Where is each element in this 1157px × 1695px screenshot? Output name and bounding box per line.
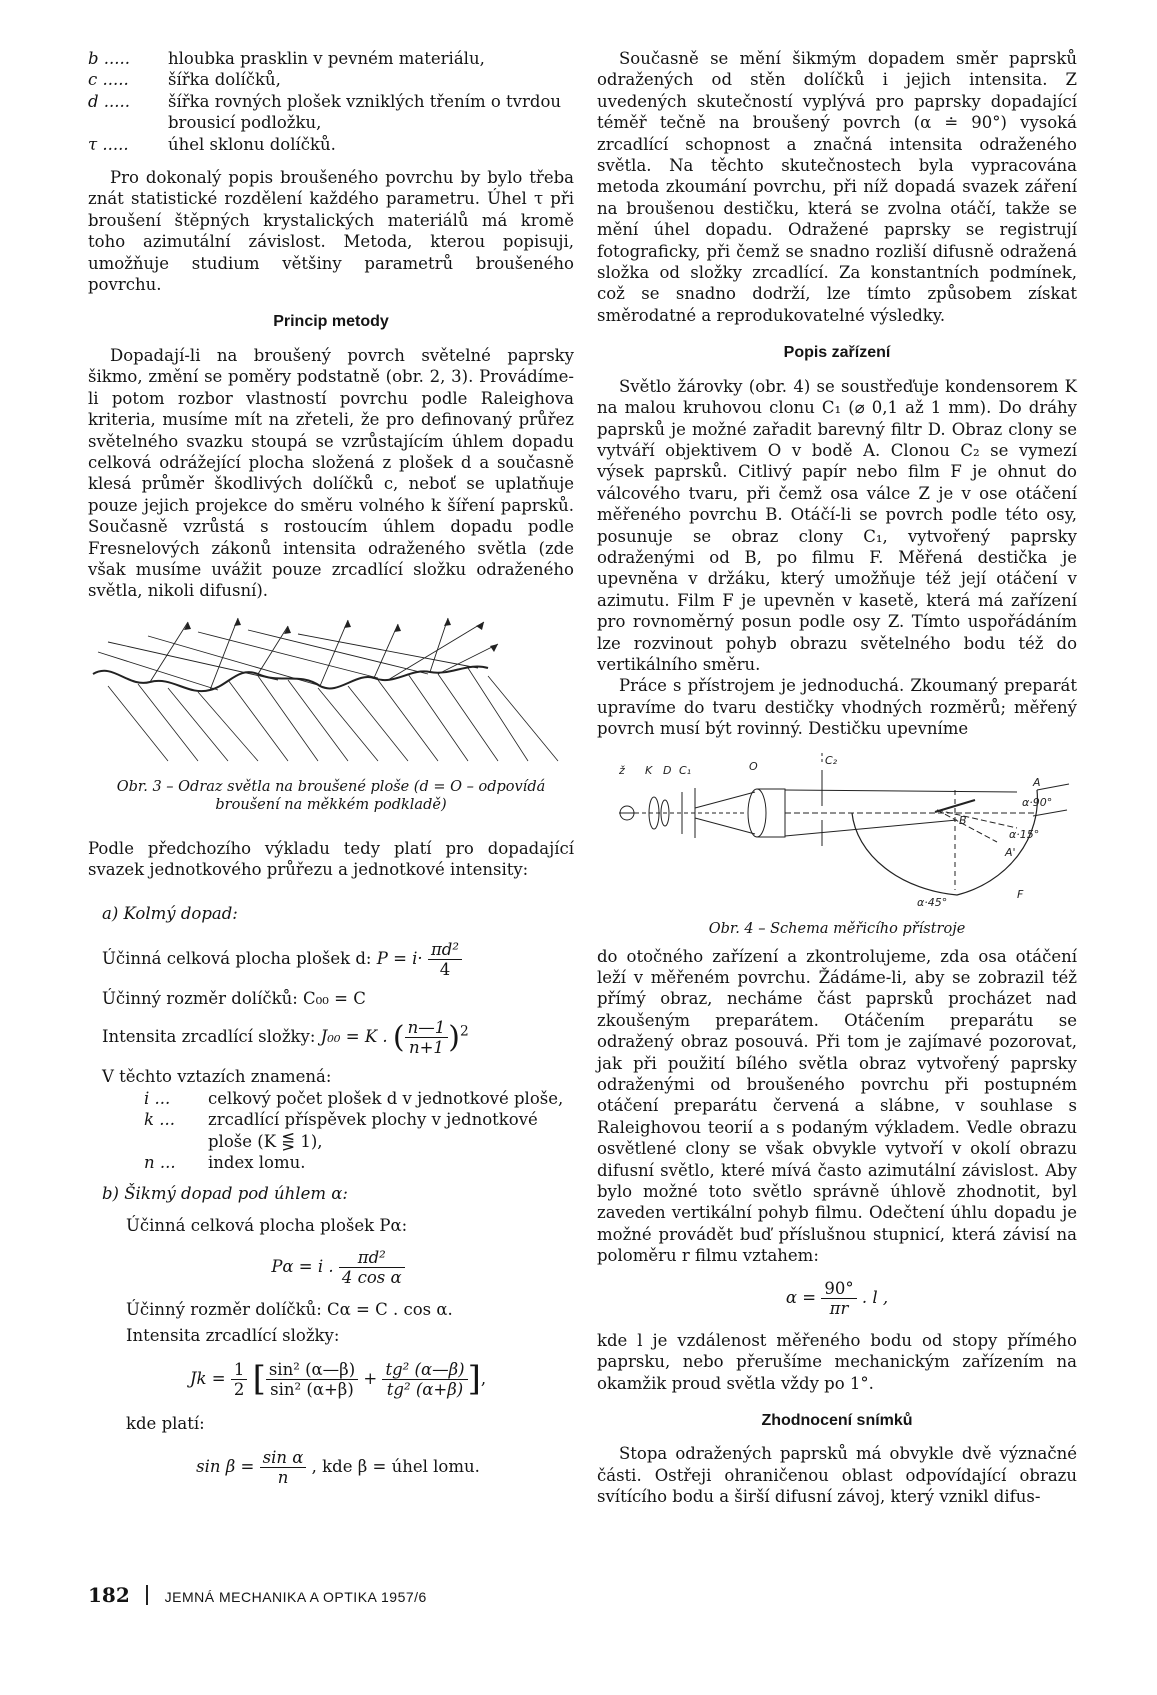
figure-4-drawing bbox=[597, 750, 1077, 920]
paragraph: kde l je vzdálenost měřeného bodu od stopy přímého paprsku, nebo přerušíme mechanickým zařízením na okamžik proud světla vždy po 1°. bbox=[597, 1330, 1077, 1393]
definition-c: c ..... šířka dolíčků, bbox=[88, 70, 281, 90]
fig4-label-k: K bbox=[645, 763, 653, 777]
page-footer bbox=[88, 1583, 427, 1607]
paragraph: Podle předchozího výkladu tedy platí pro dopadající svazek jednotkového průřezu a jednotkové intensity: bbox=[88, 838, 574, 880]
equation-a2: Účinný rozměr dolíčků: C₀₀ = C bbox=[102, 988, 366, 1008]
footer-divider bbox=[146, 1585, 148, 1605]
definition-tau: τ ..... úhel sklonu dolíčků. bbox=[88, 134, 336, 154]
paragraph: Dopadají-li na broušený povrch světelné paprsky šikmo, změní se poměry podstatně (obr. 2, 3). Provádíme-li potom rozbor vlastností povrchu podle Raleighova kriteria, musíme mít na zřeteli, že pro definovaný průřez světelného svazku stoupá se vzrůstajícím úhlem dopadu celková odrážející plocha složená z plošek d a současně klesá průměr škodlivých dolíčků c, neboť se uplatňuje pouze jejich projekce do směru volného k šíření paprsků. Současně vzrůstá s rostoucím úhlem dopadu podle Fresnelových zákonů intensita odraženého světla (zde však musíme uvážit pouze zrcadlící složku odraženého světla, nikoli difusní). bbox=[88, 345, 574, 601]
paragraph: Práce s přístrojem je jednoduchá. Zkoumaný preparát upravíme do tvaru destičky vhodných rozměrů; měřený povrch musí být rovinný. Destičku upevníme bbox=[597, 676, 1077, 739]
case-a-label: a) Kolmý dopad: bbox=[102, 903, 238, 923]
legend-intro: V těchto vztazích znamená: bbox=[102, 1067, 332, 1087]
fig4-label-d: D bbox=[663, 763, 672, 777]
equation-b2: Účinný rozměr dolíčků: Cα = C . cos α. bbox=[126, 1300, 453, 1320]
fig4-label-f: F bbox=[1017, 887, 1024, 901]
equation-alpha: α = $\frac{90^\circ}{\pi r}$ . l , bbox=[785, 1278, 889, 1318]
case-b bbox=[88, 1183, 574, 1487]
equation-a1: Účinná celková plocha plošek d: P = i· $\frac{\text{πd²}}{4}$ bbox=[102, 940, 574, 979]
fig4-label-o: O bbox=[749, 759, 758, 773]
equation-b1: Pα = i . $\frac{\text{πd²}}{\text{4 cos α}}$ bbox=[102, 1248, 574, 1287]
fig4-label-c2: C₂ bbox=[825, 753, 838, 767]
fig4-label-a-prime: A' bbox=[1005, 845, 1016, 859]
equation-b3-text: Intensita zrcadlící složky: bbox=[126, 1325, 340, 1345]
fig4-label-c1: C₁ bbox=[679, 763, 692, 777]
figure-3-drawing bbox=[88, 616, 574, 764]
legend-item-i: i ... celkový počet plošek d v jednotkové ploše, bbox=[144, 1088, 564, 1108]
where-label: kde platí: bbox=[126, 1414, 205, 1434]
right-column bbox=[597, 48, 1077, 1508]
page-number: 182 bbox=[88, 1583, 130, 1607]
fig4-angle-45: α·45° bbox=[917, 895, 948, 909]
section-heading: Popis zařízení bbox=[783, 344, 891, 362]
fig4-label-a: A bbox=[1033, 775, 1041, 789]
legend-item-k: k ... zrcadlící příspěvek plochy v jednotkové ploše (K ⋚ 1), bbox=[144, 1110, 538, 1151]
paragraph: Světlo žárovky (obr. 4) se soustřeďuje kondensorem K na malou kruhovou clonu C₁ (⌀ 0,1 až 1 mm). Do dráhy paprsků je možné zařadit barevný filtr D. Obraz clony se vytváří objektivem O v bodě A. Clonou C₂ se vymezí výsek paprsků. Citlivý papír nebo film F je ohnut do válcového tvaru, při čemž osa válce Z je v ose otáčení měřeného povrchu B. Otáčí-li se povrch podle této osy, posunuje se obraz clony C₁, vytvořený paprsky odraženými od B, po filmu F. Měřená destička je upevněna v držáku, který umožňuje též její otáčení v azimutu. Film F je upevněn v kasetě, která má zařízení pro rovnoměrný posun podle osy Z. Tímto uspořádáním lze rozvinout pohyb obrazu světelného bodu též do vertikálního směru. bbox=[597, 376, 1077, 674]
equation-b1-text: Účinná celková plocha plošek Pα: bbox=[126, 1215, 408, 1235]
equation-b4: sin β = $\frac{\text{sin α}}{n}$ , kde β = úhel lomu. bbox=[196, 1448, 480, 1488]
fig4-label-b: B bbox=[959, 813, 967, 827]
legend-item-n: n ... index lomu. bbox=[144, 1153, 306, 1172]
definitions-list bbox=[88, 48, 574, 155]
paragraph: Současně se mění šikmým dopadem směr paprsků odražených od stěn dolíčků i jejich intensita. Z uvedených skutečností vyplývá pro paprsky dopadající téměř tečně na broušený povrch (α ≐ 90°) vysoká zrcadlící schopnost a značná intensita odraženého světla. Na těchto skutečnostech byla vypracována metoda zkoumání povrchu, při níž dopadá svazek záření na broušenou destičku, která se zvolna otáčí, takže se mění úhel dopadu. Odražené paprsky se registrují fotograficky, při čemž se snadno rozliší difusně odražená složka od složky zrcadlící. Za konstantních podmínek, což se snadno dodrží, lze tímto způsobem získat směrodatné a reprodukovatelné výsledky. bbox=[597, 49, 1077, 325]
paragraph: Pro dokonalý popis broušeného povrchu by bylo třeba znát statistické rozdělení každého parametru. Úhel τ při broušení štěpných krystalických materiálů má kromě toho azimutální závislost. Metoda, kterou popisuji, umožňuje studium většiny parametrů broušeného povrchu. bbox=[88, 168, 574, 295]
left-column bbox=[88, 48, 574, 1499]
fig4-label-z: ž bbox=[619, 763, 625, 777]
section-heading: Princip metody bbox=[273, 313, 389, 331]
equation-a3: Intensita zrcadlící složky: J₀₀ = K . ( $\frac{n—1}{n+1}$ )$^2$ bbox=[102, 1018, 469, 1058]
case-a bbox=[88, 903, 574, 1174]
figure-4 bbox=[597, 750, 1077, 938]
fig4-angle-15: α·15° bbox=[1009, 827, 1040, 841]
definition-b: b ..... hloubka prasklin v pevném materiálu, bbox=[88, 49, 485, 68]
journal-name: JEMNÁ MECHANIKA A OPTIKA 1957/6 bbox=[164, 1589, 427, 1605]
section-heading: Zhodnocení snímků bbox=[761, 1411, 913, 1429]
case-b-label: b) Šikmý dopad pod úhlem α: bbox=[102, 1184, 348, 1204]
definition-d: d ..... šířka rovných plošek vzniklých třením o tvrdou brousicí podložku, bbox=[88, 91, 562, 133]
paragraph: do otočného zařízení a zkontrolujeme, zda osa otáčení leží v měřeném povrchu. Žádáme-li, aby se zobrazil též přímý obraz, necháme část paprsků procházet nad zkoušeným preparátem. Otáčením preparátu se odražený obraz posouvá. Při tom je zajímavé pozorovat, jak při použití bílého světla obraz vytvořený paprsky odraženými od broušeného povrchu při postupném otáčení preparátu červená a slábne, v souhlase s Raleighovou teorií a s podaným výkladem. Vedle obrazu osvětlené clony se však obvykle vytvoří v okolí obrazu difusní světlo, které mívá často azimutální závislost. Aby bylo možné toto světlo správně úhlově zhodnotit, byl zaveden vertikální pohyb filmu. Odečtení úhlu dopadu je možné provádět buď příslušnou stupnicí, která závisí na poloměru r filmu vztahem: bbox=[597, 946, 1077, 1266]
figure-4-caption: Obr. 4 – Schema měřicího přístroje bbox=[708, 920, 966, 937]
figure-3-caption: Obr. 3 – Odraz světla na broušené ploše (d = O – odpovídá broušení na měkkém podkladě) bbox=[116, 778, 546, 813]
figure-3 bbox=[88, 616, 574, 814]
equation-b3: Jk = $\frac{1}{2}$ [ $\frac{\text{sin² (α—β)}}{\text{sin² (α+β)}}$ + $\frac{\text{tg² (α—β)}}{\text{tg² (α+β)}}$ ], bbox=[189, 1358, 487, 1400]
paragraph: Stopa odražených paprsků má obvykle dvě význačné části. Ostřeji ohraničenou oblast odpovídající obrazu svítícího bodu a širší difusní závoj, který vznikl difus- bbox=[597, 1444, 1077, 1507]
fig4-angle-90: α·90° bbox=[1022, 795, 1053, 809]
